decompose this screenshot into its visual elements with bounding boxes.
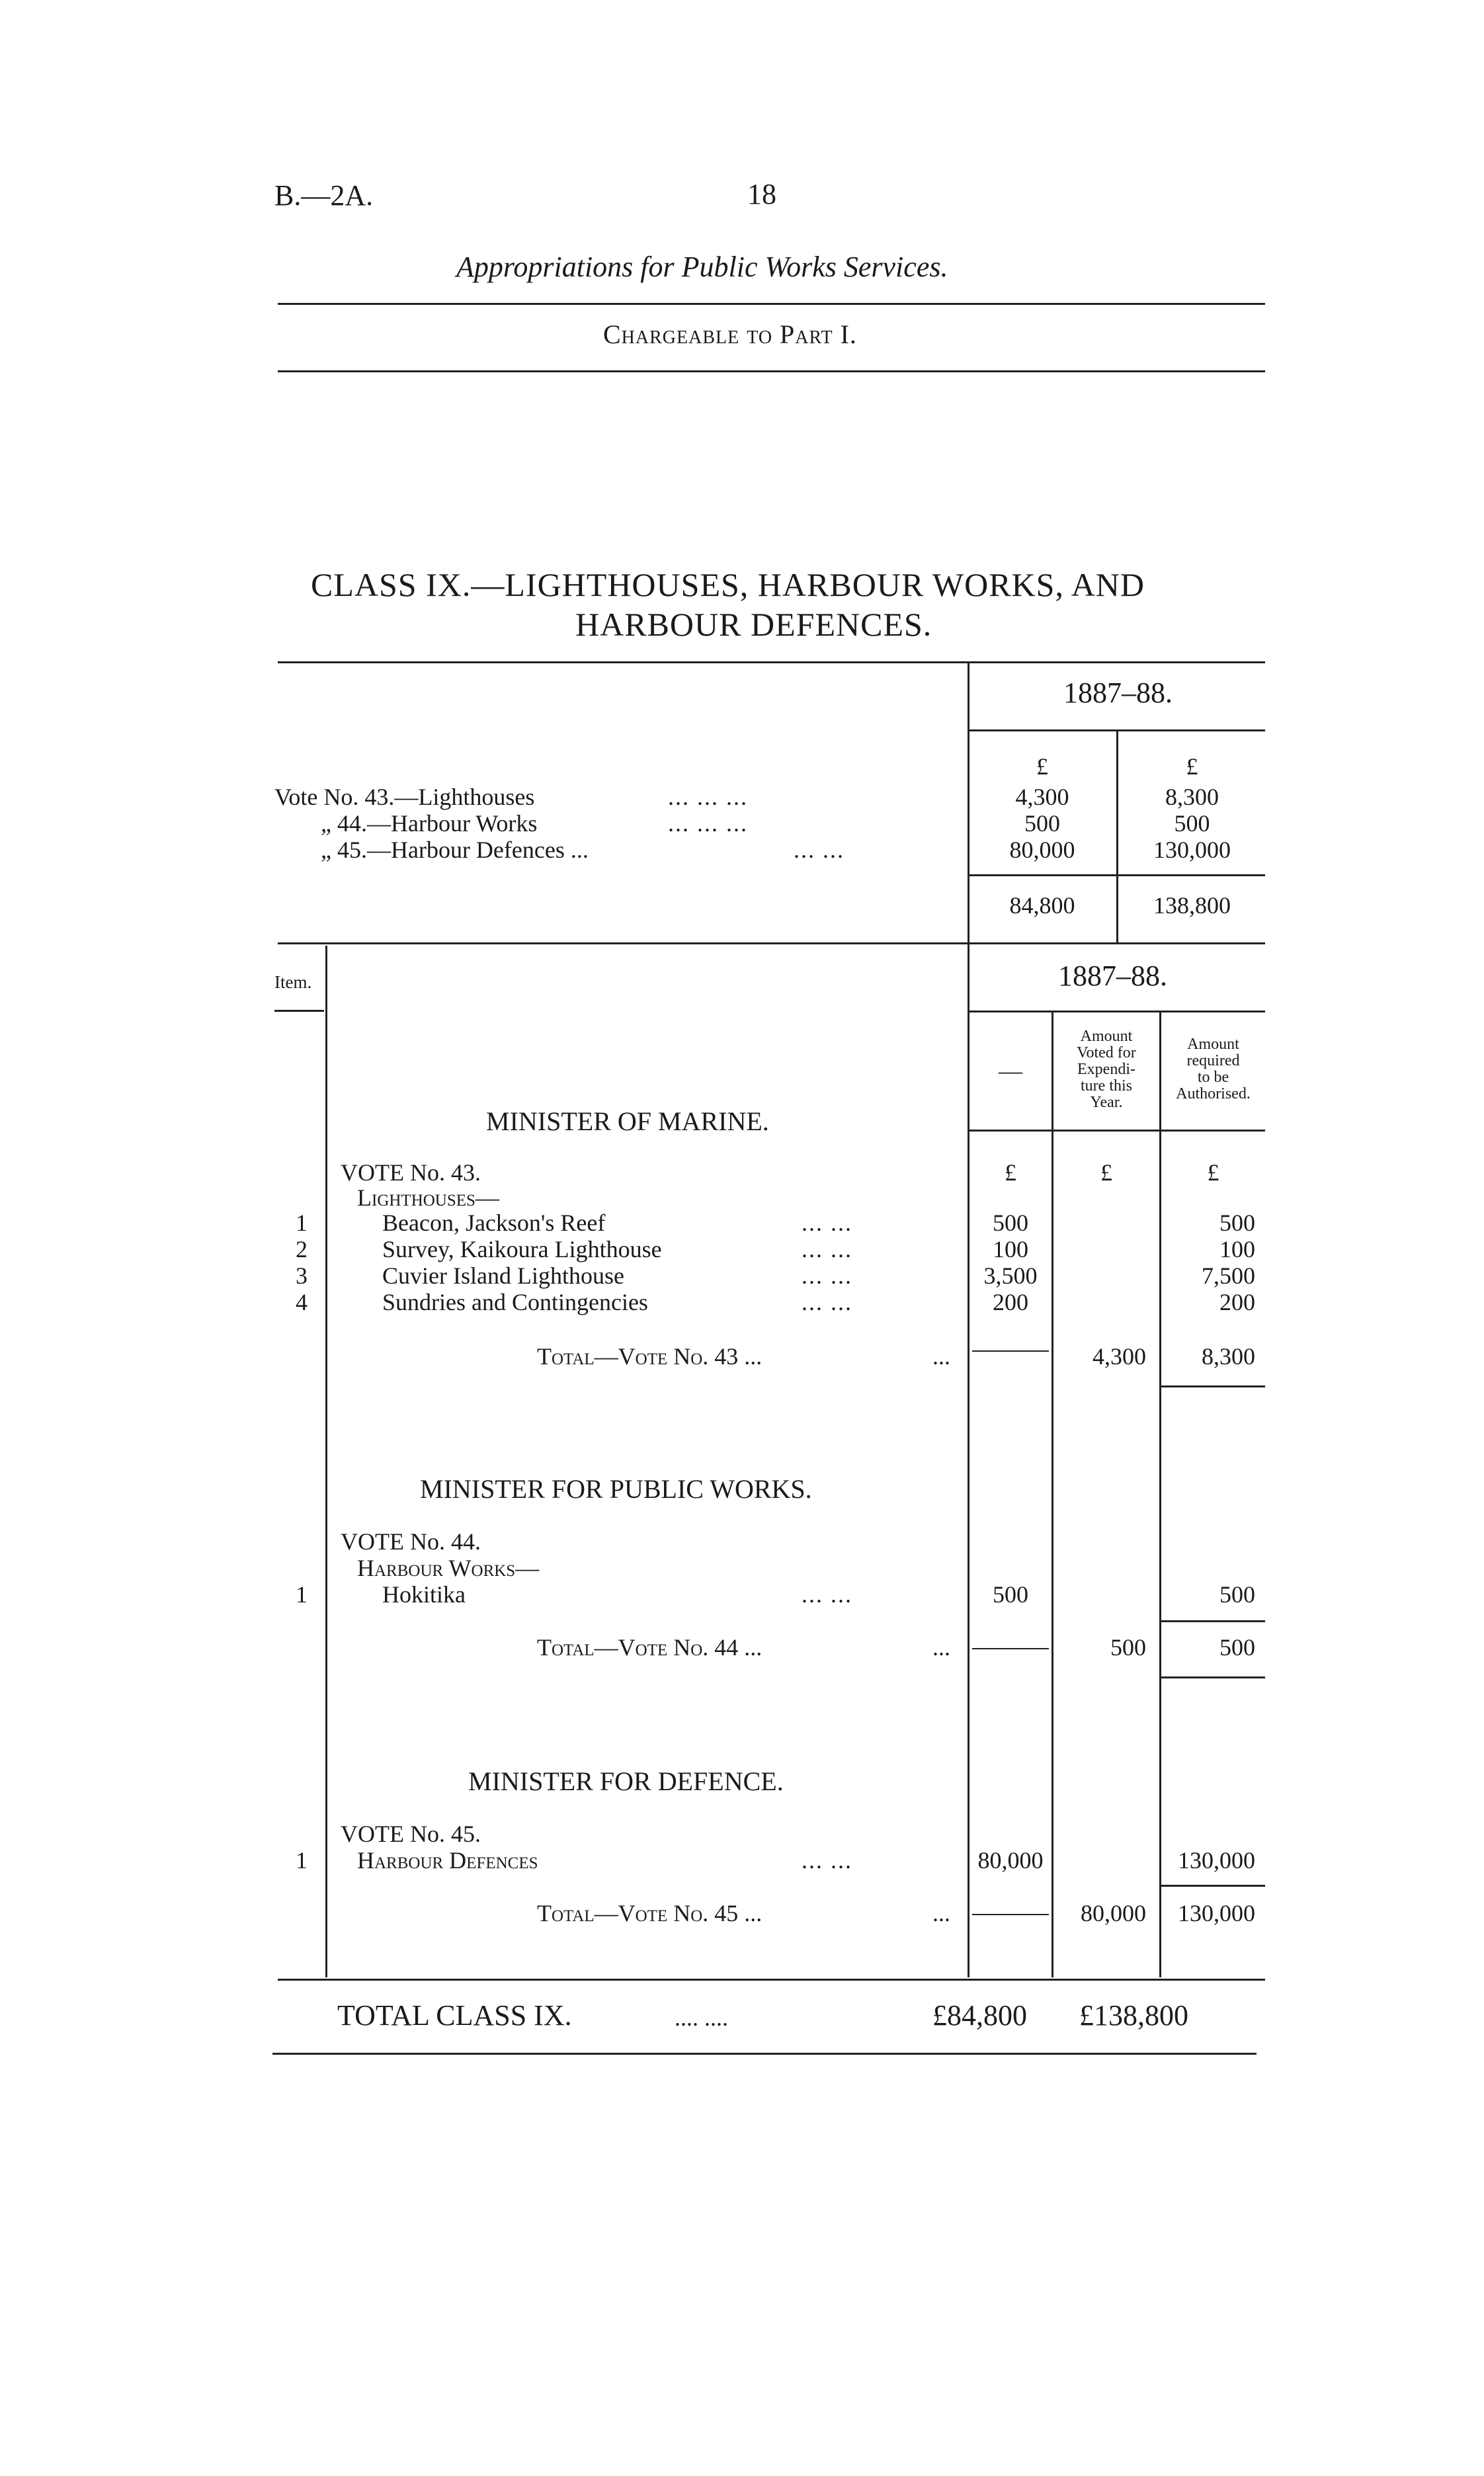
- item-value-a: 200: [993, 1289, 1028, 1315]
- grand-total-rule: [272, 2053, 1257, 2055]
- item-number: 4: [296, 1289, 308, 1315]
- total-vote-45-dots: ...: [932, 1900, 950, 1926]
- page-subtitle: Appropriations for Public Works Services.: [456, 251, 948, 283]
- total-vote-44-c: 500: [1219, 1634, 1255, 1661]
- amount-col-divider-2: [1051, 1012, 1053, 1977]
- total-vote-43-label: Total—Vote No. 43 ...: [537, 1343, 763, 1370]
- summary-row-value-a: 500: [1024, 810, 1060, 837]
- summary-year-rule: [968, 729, 1265, 731]
- rule-chargeable: [278, 370, 1265, 372]
- summary-row-dots: ... ...: [794, 837, 845, 863]
- item-dots: ... ...: [802, 1262, 852, 1289]
- item-value-c: 500: [1219, 1581, 1255, 1608]
- total-vote-43-b: 4,300: [1092, 1343, 1146, 1370]
- total-vote-45-b: 80,000: [1081, 1900, 1146, 1926]
- col3-header-line: to be: [1197, 1069, 1229, 1086]
- summary-row-label: „ 45.—Harbour Defences ...: [321, 837, 589, 863]
- col3-header-line: Amount: [1187, 1036, 1239, 1053]
- item-value-a: 3,500: [983, 1262, 1038, 1289]
- total-dash-rule: [972, 1914, 1049, 1915]
- summary-row-value-a: 4,300: [1015, 784, 1069, 810]
- item-value-c: 7,500: [1202, 1262, 1255, 1289]
- summary-bottom-rule: [278, 942, 1265, 944]
- currency-c: £: [1207, 1159, 1219, 1186]
- item-number: 1: [296, 1581, 308, 1608]
- summary-total-a: 84,800: [1009, 892, 1075, 919]
- item-header: Item.: [274, 972, 312, 992]
- col3-header-line: Authorised.: [1176, 1085, 1251, 1102]
- summary-row-value-a: 80,000: [1009, 837, 1075, 863]
- total-vote-44-rule: [1161, 1676, 1265, 1678]
- total-dash-rule: [972, 1350, 1049, 1352]
- item-value-c: 100: [1219, 1236, 1255, 1262]
- summary-row-value-b: 130,000: [1153, 837, 1231, 863]
- col3-header: [1161, 1036, 1265, 1102]
- grand-total-dots: .... ....: [675, 2004, 728, 2031]
- total-vote-44-dots: ...: [932, 1634, 950, 1661]
- harbour-works-group: Harbour Works—: [357, 1555, 540, 1581]
- amount-col-divider: [968, 942, 969, 1977]
- minister-public-works: MINISTER FOR PUBLIC WORKS.: [420, 1474, 812, 1504]
- summary-subtotal-rule: [968, 874, 1265, 876]
- item-dots: ... ...: [802, 1289, 852, 1315]
- item-label: Beacon, Jackson's Reef: [382, 1210, 606, 1236]
- col2-header-line: Year.: [1090, 1094, 1123, 1111]
- summary-row-label: „ 44.—Harbour Works: [321, 810, 538, 837]
- item-label: Harbour Defences: [357, 1847, 538, 1874]
- summary-row-value-b: 500: [1174, 810, 1210, 837]
- total-vote-45-label: Total—Vote No. 45 ...: [537, 1900, 763, 1926]
- summary-total-b: 138,800: [1153, 892, 1231, 919]
- item-rule: [1161, 1885, 1265, 1887]
- item-value-c: 500: [1219, 1210, 1255, 1236]
- summary-col-divider-2: [1116, 731, 1118, 942]
- total-vote-43-rule: [1161, 1385, 1265, 1387]
- grand-total-label: TOTAL CLASS IX.: [337, 1999, 572, 2032]
- lighthouses-group: Lighthouses—: [357, 1184, 499, 1211]
- item-value-c: 200: [1219, 1289, 1255, 1315]
- currency-b: £: [1100, 1159, 1112, 1186]
- col2-header-line: ture this: [1081, 1077, 1132, 1094]
- item-number: 3: [296, 1262, 308, 1289]
- grand-total-b: £138,800: [1079, 1999, 1188, 2032]
- summary-currency-a: £: [1036, 753, 1048, 780]
- grand-total-a: £84,800: [932, 1999, 1027, 2032]
- minister-defence: MINISTER FOR DEFENCE.: [468, 1766, 784, 1796]
- item-col-divider: [325, 946, 327, 1977]
- item-rule: [1161, 1620, 1265, 1622]
- col3-header-line: required: [1186, 1052, 1240, 1069]
- total-vote-44-label: Total—Vote No. 44 ...: [537, 1634, 763, 1661]
- item-label: Cuvier Island Lighthouse: [382, 1262, 624, 1289]
- class-title-line1: CLASS IX.—LIGHTHOUSES, HARBOUR WORKS, AND: [311, 566, 1145, 603]
- item-dots: ... ...: [802, 1236, 852, 1262]
- summary-row-dots: ... ... ...: [668, 784, 748, 810]
- total-vote-43-c: 8,300: [1202, 1343, 1255, 1370]
- col-header-rule: [968, 1130, 1265, 1132]
- total-vote-44-b: 500: [1110, 1634, 1146, 1661]
- item-number: 1: [296, 1847, 308, 1874]
- item-number: 2: [296, 1236, 308, 1262]
- item-value-c: 130,000: [1178, 1847, 1255, 1874]
- item-value-a: 500: [993, 1210, 1028, 1236]
- summary-row-value-b: 8,300: [1165, 784, 1219, 810]
- detail-bottom-rule: [278, 1979, 1265, 1981]
- detail-year-rule: [968, 1011, 1265, 1012]
- detail-year: 1887–88.: [1058, 960, 1167, 992]
- item-value-a: 80,000: [977, 1847, 1044, 1874]
- col1-header: —: [999, 1057, 1022, 1084]
- total-vote-45-c: 130,000: [1178, 1900, 1255, 1926]
- document-reference: B.—2A.: [274, 179, 374, 212]
- page-number: 18: [747, 178, 776, 210]
- amount-col-divider-3: [1159, 1012, 1161, 1977]
- col2-header-line: Voted for: [1077, 1044, 1136, 1061]
- total-vote-43-dots: ...: [932, 1343, 950, 1370]
- vote-44-heading: VOTE No. 44.: [341, 1528, 481, 1555]
- rule-top: [278, 303, 1265, 305]
- currency-a: £: [1005, 1159, 1016, 1186]
- summary-currency-b: £: [1186, 753, 1198, 780]
- item-label: Survey, Kaikoura Lighthouse: [382, 1236, 662, 1262]
- col2-header-line: Expendi-: [1077, 1061, 1135, 1078]
- item-dots: ... ...: [802, 1581, 852, 1608]
- item-number: 1: [296, 1210, 308, 1236]
- summary-row-label: Vote No. 43.—Lighthouses: [274, 784, 535, 810]
- summary-top-rule: [278, 661, 1265, 663]
- col2-header: [1053, 1028, 1159, 1111]
- summary-year: 1887–88.: [1063, 677, 1173, 709]
- total-dash-rule: [972, 1648, 1049, 1649]
- item-label: Hokitika: [382, 1581, 466, 1608]
- item-dots: ... ...: [802, 1847, 852, 1874]
- col2-header-line: Amount: [1080, 1028, 1133, 1045]
- vote-45-heading: VOTE No. 45.: [341, 1821, 481, 1847]
- summary-row-dots: ... ... ...: [668, 810, 748, 837]
- chargeable-heading: Chargeable to Part I.: [603, 319, 857, 349]
- minister-marine: MINISTER OF MARINE.: [486, 1106, 769, 1136]
- vote-43-heading: VOTE No. 43.: [341, 1159, 481, 1186]
- item-label: Sundries and Contingencies: [382, 1289, 648, 1315]
- item-value-a: 500: [993, 1581, 1028, 1608]
- item-header-rule: [274, 1010, 324, 1012]
- item-value-a: 100: [993, 1236, 1028, 1262]
- class-title-line2: HARBOUR DEFENCES.: [575, 606, 932, 643]
- item-dots: ... ...: [802, 1210, 852, 1236]
